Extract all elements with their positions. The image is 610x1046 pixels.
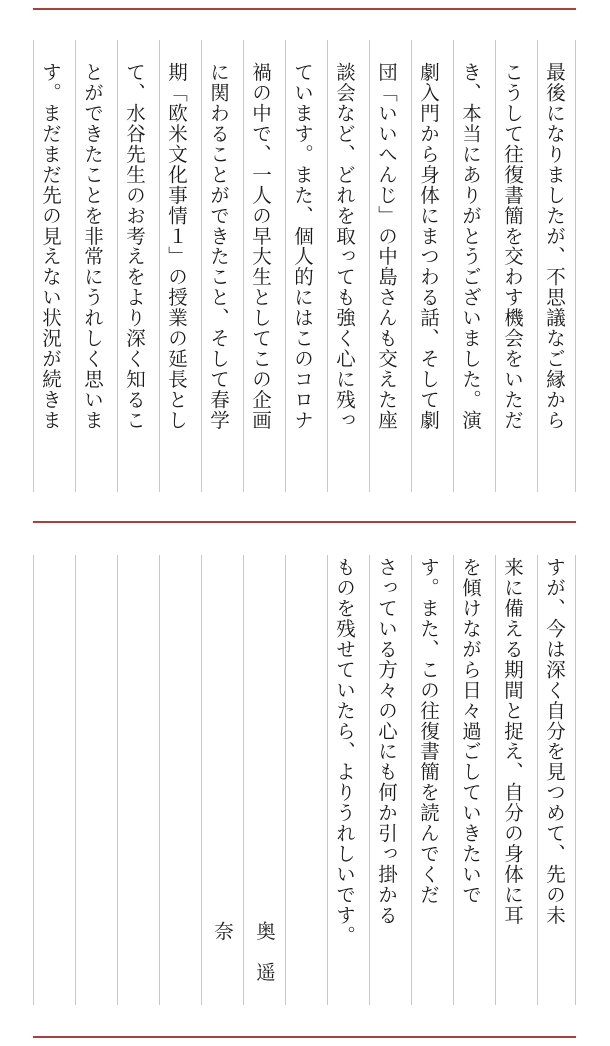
text-column: 禍の中で、一人の早大生としてこの企画 bbox=[249, 62, 272, 431]
author-signature: 奥 遥奈 bbox=[211, 921, 276, 983]
text-column: すが、今は深く自分を見つめて、先の未 bbox=[543, 557, 566, 926]
column-guide-line bbox=[117, 555, 118, 1005]
bottom-rule bbox=[33, 1036, 576, 1038]
text-column: 来に備える期間と捉え、自分の身体に耳 bbox=[501, 557, 524, 926]
text-column: 最後になりましたが、不思議なご縁から bbox=[543, 62, 566, 431]
text-column: 期「欧米文化事情１」の授業の延長とし bbox=[165, 62, 188, 431]
text-column: 談会など、どれを取っても強く心に残っ bbox=[333, 62, 356, 431]
middle-rule bbox=[33, 521, 576, 523]
column-guide-line bbox=[575, 40, 576, 492]
text-column: て、水谷先生のお考えをより深く知るこ bbox=[123, 62, 146, 431]
text-column: す。まだまだ先の見えない状況が続きま bbox=[39, 62, 62, 431]
column-guide-line bbox=[33, 555, 34, 1005]
letter-page-1 bbox=[33, 40, 576, 492]
text-column: き、本当にありがとうございました。演 bbox=[459, 62, 482, 431]
text-column: さっている方々の心にも何か引っ掛かる bbox=[375, 557, 398, 926]
text-column: とができたことを非常にうれしく思いま bbox=[81, 62, 104, 431]
top-rule bbox=[33, 8, 576, 10]
text-column: こうして往復書簡を交わす機会をいただ bbox=[501, 62, 524, 431]
text-column: ものを残せていたら、よりうれしいです。 bbox=[333, 557, 356, 946]
text-column: ています。また、個人的にはこのコロナ bbox=[291, 62, 314, 431]
text-column: に関わることができたこと、そして春学 bbox=[207, 62, 230, 431]
column-guide-line bbox=[285, 555, 286, 1005]
text-column: す。また、この往復書簡を読んでくだ bbox=[417, 557, 440, 905]
text-column: を傾けながら日々過ごしていきたいで bbox=[459, 557, 482, 905]
letter-page-2 bbox=[33, 555, 576, 1005]
text-column: 劇入門から身体にまつわる話、そして劇 bbox=[417, 62, 440, 431]
column-guide-line bbox=[159, 555, 160, 1005]
column-guide-line bbox=[75, 555, 76, 1005]
text-column: 団「いいへんじ」の中島さんも交えた座 bbox=[375, 62, 398, 431]
column-guide-line bbox=[575, 555, 576, 1005]
